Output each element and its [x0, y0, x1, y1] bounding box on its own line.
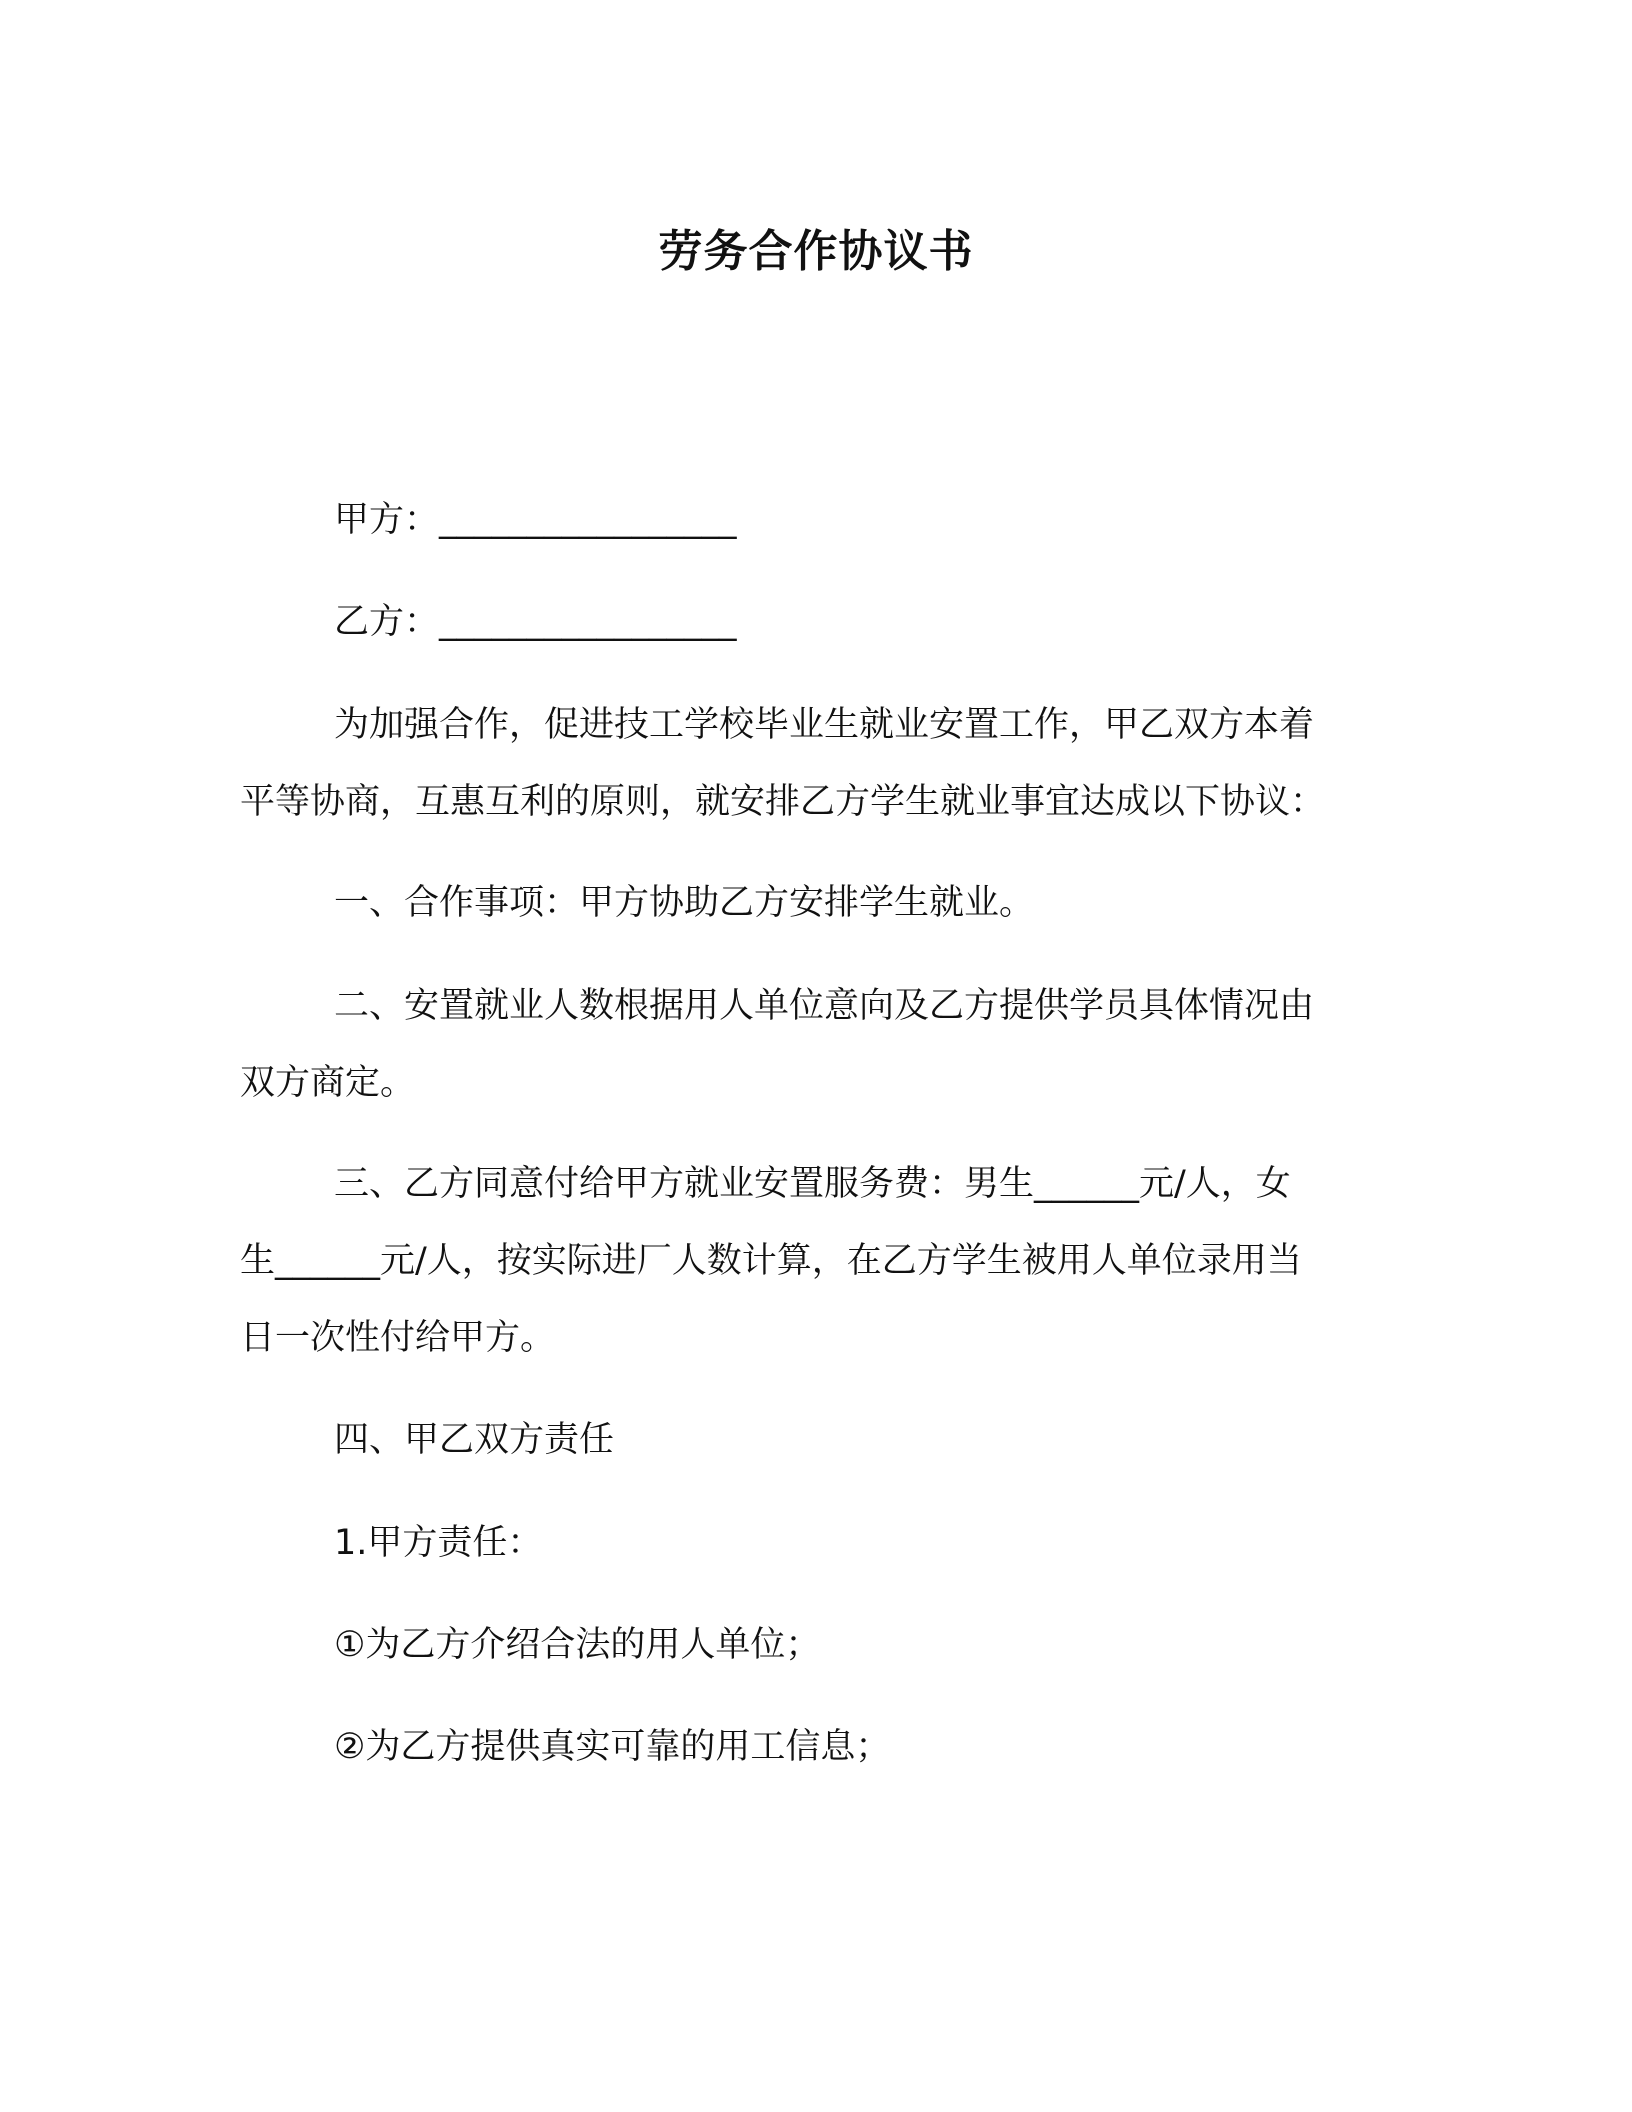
- clause-1: 一、合作事项：甲方协助乙方安排学生就业。: [334, 883, 1035, 923]
- responsibility-item-2: ②为乙方提供真实可靠的用工信息；: [334, 1727, 891, 1767]
- responsibility-item-1: ①为乙方介绍合法的用人单位；: [334, 1625, 821, 1665]
- party-b-line: 乙方：_________________: [334, 602, 737, 642]
- clause-4-1-heading: 1.甲方责任：: [334, 1523, 543, 1563]
- party-a-line: 甲方：_________________: [334, 500, 737, 540]
- document-title: 劳务合作协议书: [658, 226, 974, 277]
- intro-line-2: 平等协商，互惠互利的原则，就安排乙方学生就业事宜达成以下协议：: [240, 782, 1326, 822]
- clause-4-heading: 四、甲乙双方责任: [334, 1420, 615, 1460]
- clause-2-line-1: 二、安置就业人数根据用人单位意向及乙方提供学员具体情况由: [334, 986, 1315, 1026]
- clause-3-line-3: 日一次性付给甲方。: [240, 1318, 556, 1358]
- clause-3-line-1: 三、乙方同意付给甲方就业安置服务费：男生______元/人，女: [334, 1164, 1291, 1204]
- clause-2-line-2: 双方商定。: [240, 1063, 416, 1103]
- intro-line-1: 为加强合作，促进技工学校毕业生就业安置工作，甲乙双方本着: [334, 705, 1315, 745]
- clause-3-line-2: 生______元/人，按实际进厂人数计算，在乙方学生被用人单位录用当: [240, 1241, 1302, 1281]
